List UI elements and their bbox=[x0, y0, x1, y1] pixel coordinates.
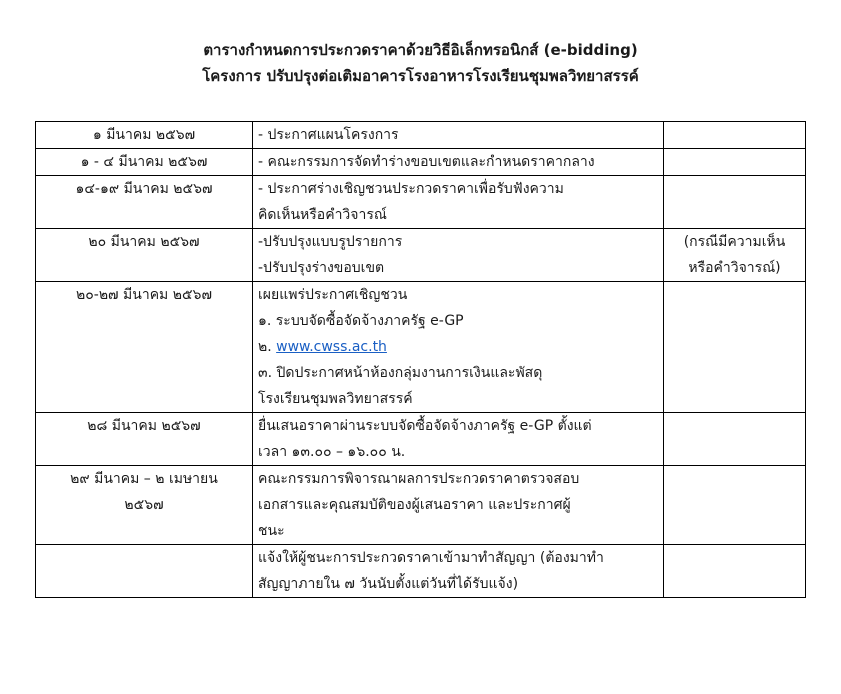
activity-text: ๑. ระบบจัดซื้อจัดจ้างภาครัฐ e-GP bbox=[258, 313, 464, 329]
table-row bbox=[36, 149, 806, 176]
activity-text: เอกสารและคุณสมบัติของผู้เสนอราคา และประกาศผู้ bbox=[258, 497, 571, 513]
activity-text: - ประกาศร่างเชิญชวนประกวดราคาเพื่อรับฟังความ bbox=[258, 181, 564, 197]
date-text: ๒๐ มีนาคม ๒๕๖๗ bbox=[88, 234, 200, 250]
list-number: ๒. bbox=[258, 339, 277, 355]
activity-text: เผยแพร่ประกาศเชิญชวน bbox=[258, 287, 408, 303]
activity-text: สัญญาภายใน ๗ วันนับตั้งแต่วันที่ได้รับแจ้ง) bbox=[258, 576, 519, 592]
table-row bbox=[36, 176, 806, 229]
activity-line-with-link bbox=[258, 334, 658, 360]
activity-text: โรงเรียนชุมพลวิทยาสรรค์ bbox=[258, 391, 413, 407]
date-cell bbox=[36, 229, 253, 282]
activity-cell bbox=[253, 413, 664, 466]
note-cell bbox=[664, 122, 806, 149]
activity-cell bbox=[253, 282, 664, 413]
date-text: ๒๘ มีนาคม ๒๕๖๗ bbox=[87, 418, 201, 434]
document-title: ตารางกำหนดการประกวดราคาด้วยวิธีอิเล็กทรอนิกส์ (e-bidding) bbox=[203, 41, 638, 59]
note-text: หรือคำวิจารณ์) bbox=[688, 260, 781, 276]
note-text: (กรณีมีความเห็น bbox=[683, 234, 786, 250]
date-text: ๑ มีนาคม ๒๕๖๗ bbox=[92, 127, 196, 143]
activity-cell bbox=[253, 176, 664, 229]
date-cell bbox=[36, 466, 253, 545]
activity-text: คิดเห็นหรือคำวิจารณ์ bbox=[258, 207, 387, 223]
date-cell bbox=[36, 149, 253, 176]
schedule-table bbox=[35, 121, 806, 598]
activity-cell bbox=[253, 122, 664, 149]
table-row bbox=[36, 229, 806, 282]
date-cell bbox=[36, 176, 253, 229]
activity-text: ยื่นเสนอราคาผ่านระบบจัดซื้อจัดจ้างภาครัฐ e-GP ตั้งแต่ bbox=[258, 418, 592, 434]
note-cell bbox=[664, 149, 806, 176]
activity-text: - คณะกรรมการจัดทำร่างขอบเขตและกำหนดราคากลาง bbox=[258, 154, 595, 170]
note-cell bbox=[664, 466, 806, 545]
activity-text: -ปรับปรุงแบบรูปรายการ bbox=[258, 234, 403, 250]
activity-text: ๓. ปิดประกาศหน้าห้องกลุ่มงานการเงินและพัสดุ bbox=[258, 365, 543, 381]
activity-text: -ปรับปรุงร่างขอบเขต bbox=[258, 260, 385, 276]
date-text: ๒๕๖๗ bbox=[124, 497, 164, 513]
table-row bbox=[36, 122, 806, 149]
date-text: ๒๐-๒๗ มีนาคม ๒๕๖๗ bbox=[76, 287, 212, 303]
activity-cell bbox=[253, 545, 664, 598]
date-text: ๑ - ๔ มีนาคม ๒๕๖๗ bbox=[80, 154, 208, 170]
activity-text: เวลา ๑๓.๐๐ – ๑๖.๐๐ น. bbox=[258, 444, 406, 460]
date-cell bbox=[36, 413, 253, 466]
project-title: โครงการ ปรับปรุงต่อเติมอาคารโรงอาหารโรงเรียนชุมพลวิทยาสรรค์ bbox=[202, 67, 639, 85]
activity-cell bbox=[253, 466, 664, 545]
activity-text: ชนะ bbox=[258, 523, 285, 539]
table-row bbox=[36, 466, 806, 545]
note-cell bbox=[664, 176, 806, 229]
date-cell bbox=[36, 282, 253, 413]
table-row bbox=[36, 282, 806, 413]
website-link[interactable]: www.cwss.ac.th bbox=[276, 339, 387, 355]
table-row bbox=[36, 545, 806, 598]
date-cell bbox=[36, 545, 253, 598]
activity-cell bbox=[253, 149, 664, 176]
table-row bbox=[36, 413, 806, 466]
activity-text: - ประกาศแผนโครงการ bbox=[258, 127, 399, 143]
activity-text: แจ้งให้ผู้ชนะการประกวดราคาเข้ามาทำสัญญา (ต้องมาทำ bbox=[258, 550, 604, 566]
date-text: ๑๔-๑๙ มีนาคม ๒๕๖๗ bbox=[75, 181, 213, 197]
date-text: ๒๙ มีนาคม – ๒ เมษายน bbox=[70, 471, 218, 487]
note-cell bbox=[664, 282, 806, 413]
note-cell bbox=[664, 413, 806, 466]
activity-cell bbox=[253, 229, 664, 282]
date-cell bbox=[36, 122, 253, 149]
note-cell bbox=[664, 229, 806, 282]
note-cell bbox=[664, 545, 806, 598]
activity-text: คณะกรรมการพิจารณาผลการประกวดราคาตรวจสอบ bbox=[258, 471, 580, 487]
